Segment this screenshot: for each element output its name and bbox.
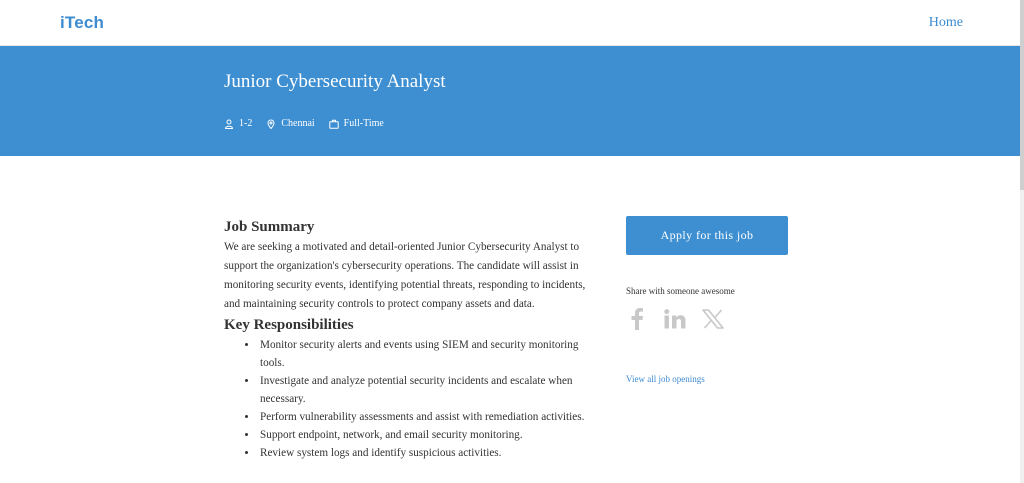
apply-sidebar: [626, 216, 788, 384]
logo[interactable]: iTech: [60, 13, 105, 32]
person-icon: [224, 119, 234, 129]
list-item: • Support endpoint, network, and email security monitoring.: [258, 426, 602, 444]
meta-experience-text: 1-2: [239, 118, 253, 129]
share-label: Share with someone awesome: [626, 286, 735, 296]
responsibilities-title: Key Responsibilities: [224, 317, 354, 333]
x-icon[interactable]: [702, 308, 724, 330]
nav-home-link[interactable]: Home: [928, 15, 963, 30]
share-icons: [626, 308, 788, 330]
list-item: • Review system logs and identify suspicious activities.: [258, 444, 602, 462]
list-item: • Investigate and analyze potential security incidents and escalate when necessary.: [258, 372, 602, 408]
page-scrollbar[interactable]: [1020, 0, 1024, 483]
list-item: • Perform vulnerability assessments and assist with remediation activities.: [258, 408, 602, 426]
meta-type: [329, 118, 384, 129]
view-all-jobs-link[interactable]: View all job openings: [626, 374, 705, 384]
summary-text: We are seeking a motivated and detail-oriented Junior Cybersecurity Analyst to support the organization's cybersecurity operations. The candidate will assist in monitoring security events, identifying potential threats, responding to incidents, and maintaining security controls to protect company assets and data.: [224, 241, 586, 310]
job-description: [224, 218, 602, 462]
job-title: Junior Cybersecurity Analyst: [224, 71, 446, 92]
meta-experience: [224, 118, 252, 129]
responsibilities-list: [258, 336, 602, 462]
briefcase-icon: [329, 119, 339, 129]
location-pin-icon: [266, 119, 276, 129]
job-meta: [224, 118, 384, 129]
linkedin-icon[interactable]: [664, 308, 686, 330]
top-navbar: [0, 0, 1020, 46]
facebook-icon[interactable]: [626, 308, 648, 330]
apply-button[interactable]: Apply for this job: [626, 216, 788, 255]
meta-location-text: Chennai: [281, 118, 315, 129]
job-header-banner: [0, 46, 1020, 156]
meta-location: [266, 118, 314, 129]
summary-title: Job Summary: [224, 219, 315, 235]
scrollbar-thumb[interactable]: [1020, 0, 1024, 190]
meta-type-text: Full-Time: [343, 118, 384, 129]
list-item: • Monitor security alerts and events using SIEM and security monitoring tools.: [258, 336, 602, 372]
